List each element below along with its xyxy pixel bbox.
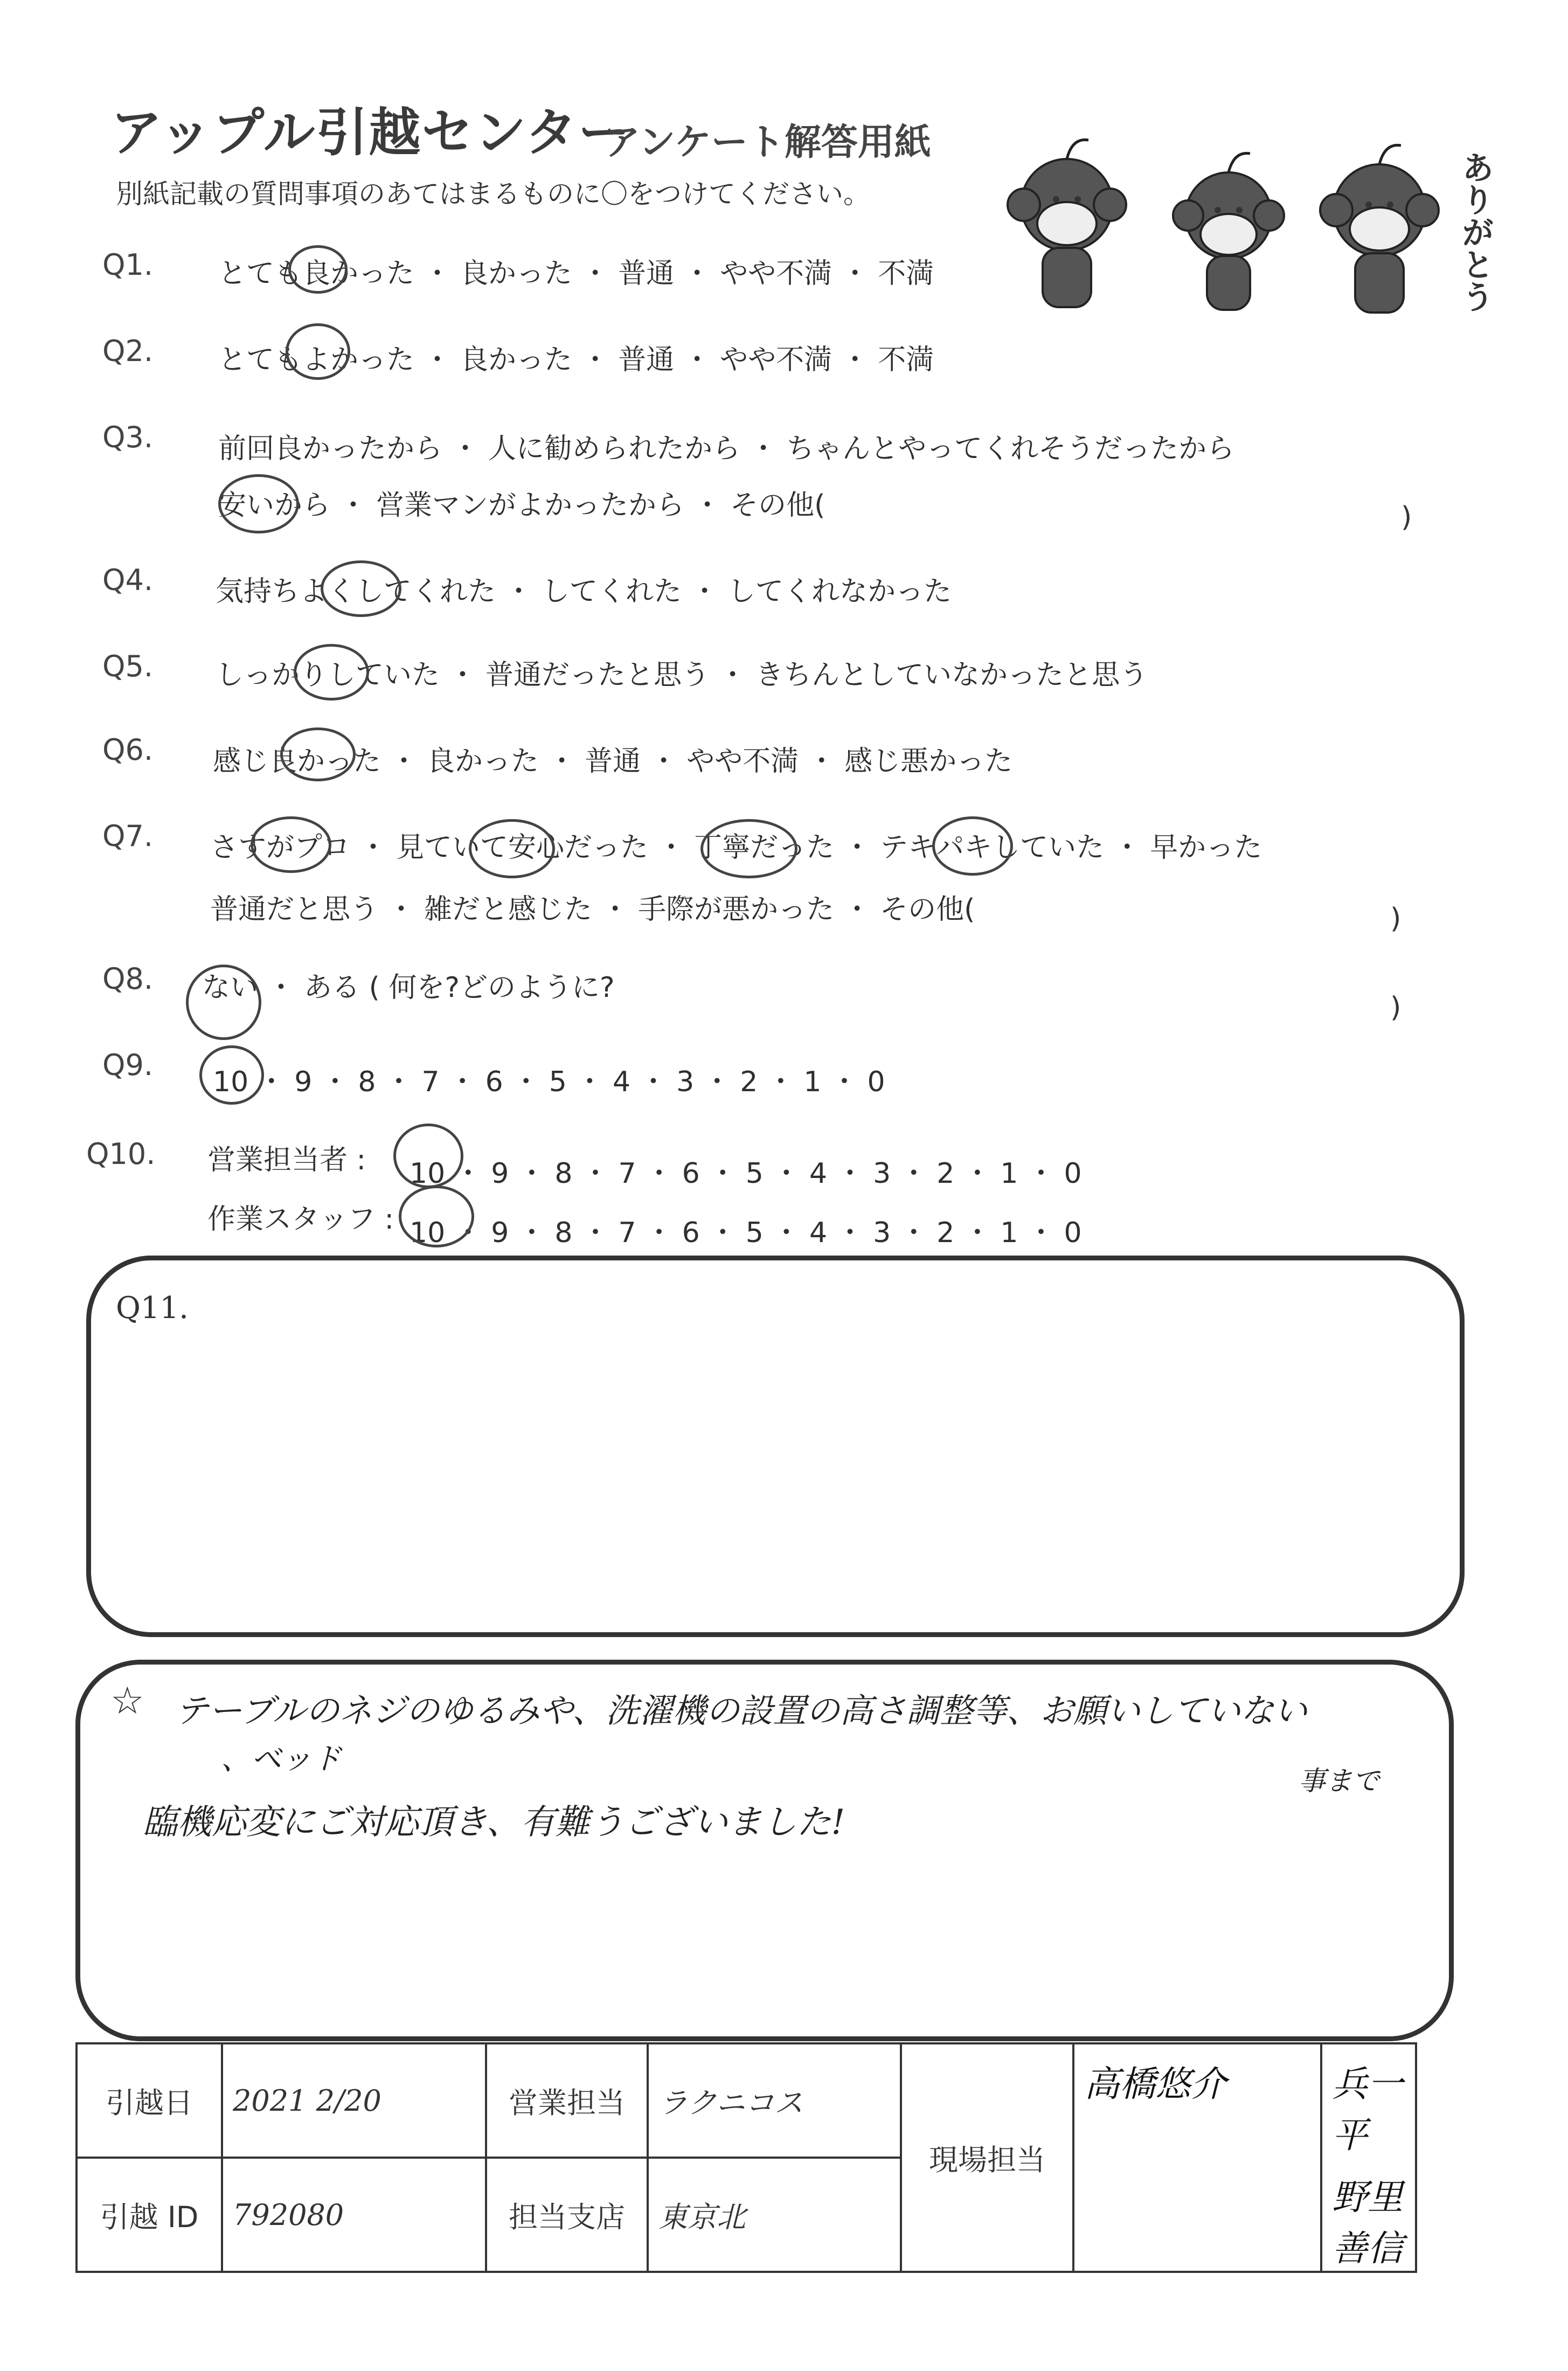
branch-value: 東京北 <box>648 2158 901 2272</box>
q10-sales-options[interactable]: 10 ・ 9 ・ 8 ・ 7 ・ 6 ・ 5 ・ 4 ・ 3 ・ 2 ・ 1 ・ 0 <box>410 1157 1082 1190</box>
q9-options[interactable]: 10 ・ 9 ・ 8 ・ 7 ・ 6 ・ 5 ・ 4 ・ 3 ・ 2 ・ 1 ・ 0 <box>213 1066 885 1098</box>
answer-circle <box>199 1045 264 1105</box>
move-id-label: 引越 ID <box>77 2158 222 2272</box>
q5-label: Q5. <box>102 649 154 683</box>
q7-label: Q7. <box>102 819 154 853</box>
comment-margin-note: 事まで <box>1299 1765 1379 1797</box>
q7-close-paren: ) <box>1390 903 1402 935</box>
answer-circle <box>399 1186 474 1247</box>
answer-circle <box>251 816 331 873</box>
survey-subtitle: アンケート解答用紙 <box>603 121 931 164</box>
q9-label: Q9. <box>102 1048 154 1082</box>
branch-label: 担当支店 <box>486 2158 648 2272</box>
star-icon: ☆ <box>110 1679 144 1723</box>
q7-options[interactable]: さすがプロ ・ 見ていて安心だった ・ 丁寧だった ・ テキパキしていた ・ 早かった <box>210 831 1262 864</box>
move-date-value: 2021 2/20 <box>222 2043 486 2158</box>
answer-circle <box>288 245 348 294</box>
answer-circle <box>321 560 401 617</box>
sales-value: ラクニコス <box>648 2043 901 2158</box>
comment-insert: 、ベッド <box>221 1742 342 1777</box>
move-date-label: 引越日 <box>77 2043 222 2158</box>
comment-line-1: テーブルのネジのゆるみや、洗濯機の設置の高さ調整等、お願いしていない <box>175 1691 1308 1730</box>
q3-label: Q3. <box>102 420 154 454</box>
answer-circle <box>700 819 797 878</box>
site-label: 現場担当 <box>901 2043 1073 2272</box>
q11-label: Q11. <box>116 1291 189 1326</box>
q3-close-paren: ) <box>1401 501 1412 533</box>
q10-staff-options[interactable]: 10 ・ 9 ・ 8 ・ 7 ・ 6 ・ 5 ・ 4 ・ 3 ・ 2 ・ 1 ・ 0 <box>410 1217 1082 1249</box>
answer-circle <box>286 323 350 380</box>
monkey-illustration <box>991 124 1509 329</box>
site-value-3: 野里善信 <box>1332 2176 1403 2269</box>
answer-circle <box>218 474 299 533</box>
answer-circle <box>186 965 261 1040</box>
q3-options[interactable]: 前回良かったから ・ 人に勧められたから ・ ちゃんとやってくれそうだったから <box>218 433 1235 465</box>
answer-circle <box>469 819 555 878</box>
info-table <box>75 2042 1417 2273</box>
q2-options[interactable]: とてもよかった ・ 良かった ・ 普通 ・ やや不満 ・ 不満 <box>218 344 934 376</box>
q1-label: Q1. <box>102 248 154 282</box>
q7-options-line2[interactable]: 普通だと思う ・ 雑だと感じた ・ 手際が悪かった ・ その他( <box>210 893 975 926</box>
move-id-value: 792080 <box>222 2158 486 2272</box>
answer-circle <box>280 727 356 781</box>
q8-label: Q8. <box>102 962 154 996</box>
q4-label: Q4. <box>102 563 154 597</box>
q10-sales-label: 営業担当者 : <box>207 1144 366 1176</box>
answer-circle <box>932 816 1013 876</box>
site-value-2: 兵一平 <box>1332 2063 1403 2156</box>
site-value-cell <box>1073 2043 1321 2272</box>
q8-close-paren: ) <box>1390 992 1402 1024</box>
site-value-1: 高橋悠介 <box>1084 2063 1226 2105</box>
q3-options-line2[interactable]: 安いから ・ 営業マンがよかったから ・ その他( <box>218 489 825 522</box>
instruction-text: 別紙記載の質問事項のあてはまるものに〇をつけてください。 <box>116 178 870 210</box>
q4-options[interactable]: 気持ちよくしてくれた ・ してくれた ・ してくれなかった <box>216 576 952 608</box>
q1-options[interactable]: とても良かった ・ 良かった ・ 普通 ・ やや不満 ・ 不満 <box>218 258 934 290</box>
sales-label: 営業担当 <box>486 2043 648 2158</box>
q6-options[interactable]: 感じ良かった ・ 良かった ・ 普通 ・ やや不満 ・ 感じ悪かった <box>213 745 1013 778</box>
survey-title: アップル引越センター <box>110 102 631 163</box>
thanks-text: ありがとう <box>1456 151 1494 313</box>
q10-staff-label: 作業スタッフ : <box>207 1203 394 1236</box>
q5-options[interactable]: しっかりしていた ・ 普通だったと思う ・ きちんとしていなかったと思う <box>216 659 1148 691</box>
q10-label: Q10. <box>86 1137 156 1171</box>
answer-circle <box>294 644 369 701</box>
answer-circle <box>393 1124 463 1188</box>
site-value-cell-2 <box>1321 2043 1416 2272</box>
q8-options[interactable]: ない ・ ある ( 何を?どのように? <box>202 972 615 1004</box>
q2-label: Q2. <box>102 334 154 368</box>
comment-line-2: 臨機応変にご対応頂き、有難うございました! <box>143 1802 845 1842</box>
q6-label: Q6. <box>102 733 154 767</box>
q11-box[interactable] <box>86 1256 1465 1637</box>
